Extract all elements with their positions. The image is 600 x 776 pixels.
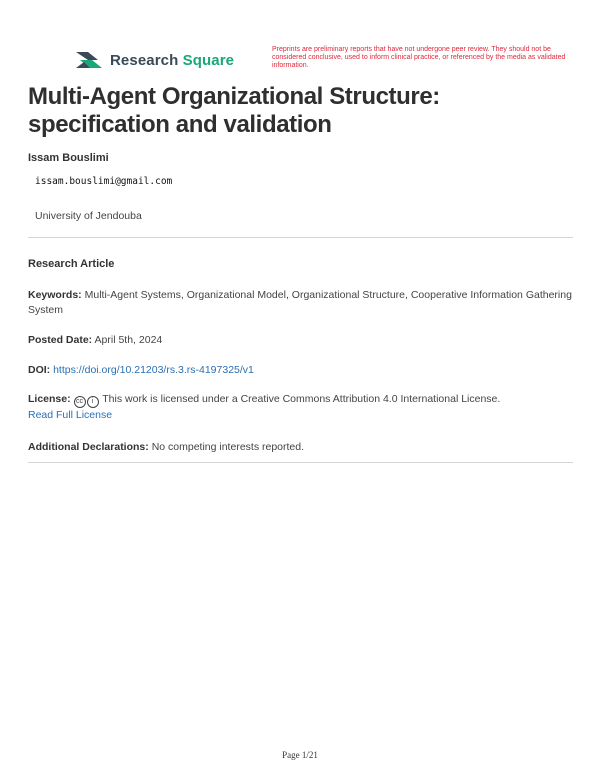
read-full-license-link[interactable]: Read Full License — [28, 409, 113, 421]
doi-link[interactable]: https://doi.org/10.21203/rs.3.rs-4197325/v1 — [53, 364, 254, 376]
research-square-logo-icon — [74, 48, 104, 72]
by-attribution-icon: i — [87, 396, 99, 408]
declarations-label: Additional Declarations: — [28, 441, 149, 453]
license-text: This work is licensed under a Creative Commons Attribution 4.0 International License. — [102, 393, 501, 405]
doi-label: DOI: — [28, 364, 51, 376]
divider — [28, 462, 573, 463]
additional-declarations — [28, 440, 576, 455]
doi — [28, 363, 576, 378]
article-title: Multi-Agent Organizational Structure: specification and validation — [28, 83, 440, 138]
article-type: Research Article — [28, 258, 115, 270]
logo-text: Research Square — [110, 51, 235, 69]
preprint-disclaimer: Preprints are preliminary reports that have not undergone peer review. They should not be considered conclusive, used to inform clinical practice, or referenced by the media as validated information. — [272, 46, 566, 69]
research-square-logo[interactable] — [74, 48, 234, 72]
posted-date-label: Posted Date: — [28, 334, 93, 346]
declarations-value: No competing interests reported. — [151, 441, 305, 453]
posted-date — [28, 333, 576, 348]
divider — [28, 237, 573, 238]
header — [74, 46, 574, 78]
author-email: issam.bouslimi@gmail.com — [35, 176, 173, 187]
keywords-value: Multi-Agent Systems, Organizational Model, Organizational Structure, Cooperative Information Gathering System — [28, 289, 572, 316]
posted-date-value: April 5th, 2024 — [94, 334, 163, 346]
author-affiliation: University of Jendouba — [35, 210, 142, 222]
keywords-label: Keywords: — [28, 289, 82, 301]
author-name: Issam Bouslimi — [28, 152, 109, 164]
license-label: License: — [28, 393, 71, 405]
keywords — [28, 288, 576, 318]
page-number: Page 1/21 — [282, 750, 318, 760]
cc-icon: cc — [74, 396, 86, 408]
license — [28, 392, 576, 423]
